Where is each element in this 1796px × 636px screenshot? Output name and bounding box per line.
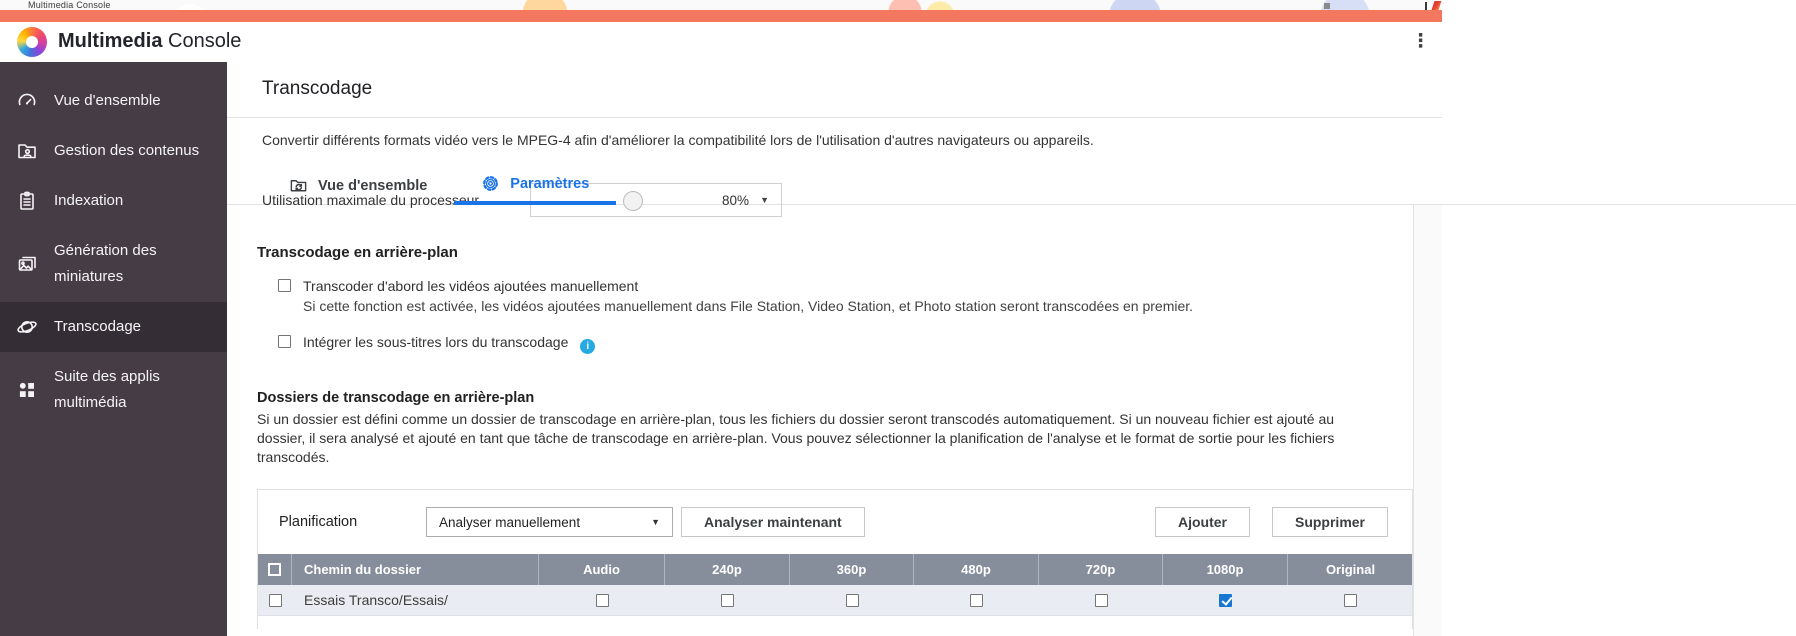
sidebar-item-label: Vue d'ensemble <box>54 92 161 109</box>
scrollbar-track[interactable] <box>1413 205 1442 636</box>
column-header-path: Chemin du dossier <box>292 554 539 585</box>
chevron-down-icon: ▼ <box>651 517 660 527</box>
240p-checkbox[interactable] <box>721 594 734 607</box>
row-select-checkbox[interactable] <box>269 594 282 607</box>
cpu-usage-value: 80% <box>721 192 749 208</box>
embed-subtitles-label: Intégrer les sous-titres lors du transcodage <box>303 334 569 350</box>
header-select-cell <box>258 554 292 585</box>
original-cell <box>1288 585 1413 615</box>
folder-user-icon <box>16 140 38 162</box>
background-transcoding-heading: Transcodage en arrière-plan <box>257 244 458 261</box>
360p-cell <box>790 585 914 615</box>
column-header-360p: 360p <box>790 554 914 585</box>
column-header-480p: 480p <box>914 554 1039 585</box>
column-header-audio: Audio <box>539 554 665 585</box>
480p-checkbox[interactable] <box>970 594 983 607</box>
multimedia-console-logo-icon <box>17 27 47 57</box>
app-header <box>0 22 1442 62</box>
page-title: Transcodage <box>262 78 373 99</box>
sidebar-item-gestion-des-contenus[interactable] <box>0 126 227 176</box>
app-title <box>58 30 241 53</box>
720p-checkbox[interactable] <box>1095 594 1108 607</box>
480p-cell <box>914 585 1039 615</box>
kebab-menu-icon[interactable]: ⋮ <box>1411 31 1430 52</box>
table-header <box>258 554 1412 585</box>
sidebar-item-vue-densemble[interactable] <box>0 76 227 126</box>
chevron-down-icon[interactable]: ▼ <box>760 195 769 205</box>
original-checkbox[interactable] <box>1344 594 1357 607</box>
info-icon[interactable]: i <box>580 339 595 354</box>
sidebar-item-label: Gestion des contenus <box>54 142 200 159</box>
audio-cell <box>539 585 665 615</box>
gauge-icon <box>16 90 38 112</box>
transcode-icon <box>16 316 38 338</box>
window-control-dot <box>1324 3 1330 9</box>
720p-cell <box>1039 585 1163 615</box>
sidebar-item-transcodage[interactable] <box>0 302 227 352</box>
clipboard-icon <box>16 190 38 212</box>
background-folders-description: Si un dossier est défini comme un dossier de transcodage en arrière-plan, tous les fichiers du dossier seront transcodés automatiquement. Si un nouveau fichier est ajouté au dossier, il sera analysé et ajouté en tant que tâche de transcodage en arrière-plan. Vous pouvez sélectionner la planification de l'analyse et le format de sortie pour les fichiers transcodés. <box>257 411 1335 465</box>
column-header-1080p: 1080p <box>1163 554 1288 585</box>
page-description: Convertir différents formats vidéo vers le MPEG-4 afin d'améliorer la compatibilité lors de l'utilisation d'autres navigateurs ou appareils. <box>262 132 1094 148</box>
table-row <box>258 585 1412 616</box>
remove-folder-button[interactable]: Supprimer <box>1272 507 1388 537</box>
tab-label: Vue d'ensemble <box>318 177 428 194</box>
red-corner-icon <box>1432 1 1442 10</box>
coral-accent-bar <box>0 10 1442 22</box>
gear-icon <box>481 174 500 193</box>
tab-parametres[interactable] <box>454 166 616 205</box>
row-select-cell <box>258 585 292 615</box>
overview-folder-sync-icon <box>289 176 308 195</box>
transcode-manual-first-checkbox[interactable] <box>278 279 291 292</box>
browser-strip <box>0 0 1442 10</box>
planification-row <box>258 490 1412 554</box>
360p-checkbox[interactable] <box>846 594 859 607</box>
browser-tab-title: Multimedia Console <box>28 0 111 10</box>
checkbox-label <box>303 333 595 354</box>
1080p-cell <box>1163 585 1288 615</box>
tab-label: Paramètres <box>510 175 590 192</box>
apps-grid-icon <box>16 379 38 401</box>
sidebar-item-label: Transcodage <box>54 318 141 335</box>
tab-vue-densemble[interactable] <box>262 166 454 205</box>
folder-path-cell: Essais Transco/Essais/ <box>304 592 448 608</box>
app-title-bold: Multimedia <box>58 30 163 52</box>
embed-subtitles-row <box>278 333 1413 354</box>
window-divider <box>1425 2 1427 10</box>
thumbnails-icon <box>16 253 38 275</box>
1080p-checkbox[interactable] <box>1219 594 1232 607</box>
cpu-usage-row-clipped <box>227 192 1413 218</box>
audio-checkbox[interactable] <box>596 594 609 607</box>
app-title-regular: Console <box>168 30 242 52</box>
settings-scroll-area[interactable] <box>227 192 1413 636</box>
scan-now-button[interactable]: Analyser maintenant <box>681 507 865 537</box>
embed-subtitles-checkbox[interactable] <box>278 335 291 348</box>
background-folders-heading: Dossiers de transcodage en arrière-plan <box>257 390 535 406</box>
slider-thumb[interactable] <box>623 191 643 211</box>
checkbox-label: Transcoder d'abord les vidéos ajoutées manuellement <box>303 278 639 294</box>
column-header-720p: 720p <box>1039 554 1163 585</box>
scan-schedule-dropdown[interactable] <box>426 507 673 537</box>
column-header-240p: 240p <box>665 554 790 585</box>
sidebar-item-generation-des-miniatures[interactable] <box>0 226 227 302</box>
240p-cell <box>665 585 790 615</box>
sidebar-item-label: Indexation <box>54 192 124 209</box>
transcode-manual-first-note: Si cette fonction est activée, les vidéos ajoutées manuellement dans File Station, Video Station, et Photo station seront transcodées en premier. <box>303 298 1194 314</box>
dropdown-value: Analyser manuellement <box>439 514 581 530</box>
sidebar-item-suite-des-applis-multimedia[interactable] <box>0 352 227 428</box>
add-folder-button[interactable]: Ajouter <box>1155 507 1250 537</box>
tab-bar <box>262 166 616 205</box>
main-content <box>227 62 1442 636</box>
sidebar-item-indexation[interactable] <box>0 176 227 226</box>
header-divider <box>227 117 1442 118</box>
transcode-folders-panel <box>257 489 1413 629</box>
sidebar <box>0 62 227 636</box>
transcode-manual-first-row <box>278 277 1413 295</box>
sidebar-item-label: Suite des applis multimédia <box>54 368 160 411</box>
sidebar-item-label: Génération des miniatures <box>54 242 157 285</box>
planification-label: Planification <box>279 514 358 530</box>
cpu-usage-label: Utilisation maximale du processeur <box>262 192 480 208</box>
select-all-checkbox[interactable] <box>268 563 281 576</box>
column-header-original: Original <box>1325 562 1376 577</box>
